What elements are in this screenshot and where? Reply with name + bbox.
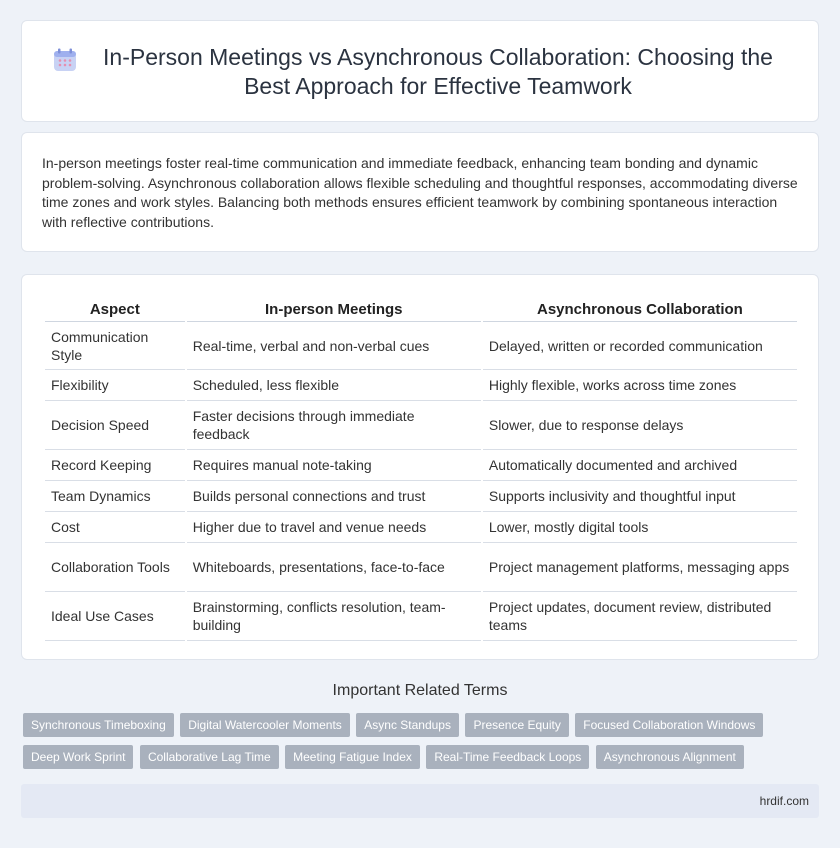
table-cell: Delayed, written or recorded communication xyxy=(483,322,797,370)
comparison-table xyxy=(43,295,799,641)
table-cell: Cost xyxy=(45,512,185,543)
related-term-tag[interactable]: Deep Work Sprint xyxy=(23,745,133,769)
title-card xyxy=(21,20,819,122)
table-cell: Record Keeping xyxy=(45,450,185,481)
header-aspect: Aspect xyxy=(45,295,185,322)
related-term-tag[interactable]: Asynchronous Alignment xyxy=(596,745,744,769)
table-cell: Team Dynamics xyxy=(45,481,185,512)
table-cell: Requires manual note-taking xyxy=(187,450,481,481)
footer-site-link[interactable]: hrdif.com xyxy=(759,794,809,808)
header-in-person: In-person Meetings xyxy=(187,295,481,322)
table-row xyxy=(45,512,797,543)
table-cell: Project management platforms, messaging apps xyxy=(483,543,797,592)
related-term-tag[interactable]: Synchronous Timeboxing xyxy=(23,713,174,737)
related-term-tag[interactable]: Presence Equity xyxy=(465,713,568,737)
table-cell: Ideal Use Cases xyxy=(45,592,185,641)
intro-card xyxy=(21,132,819,252)
table-row xyxy=(45,450,797,481)
table-cell: Supports inclusivity and thoughtful input xyxy=(483,481,797,512)
table-row xyxy=(45,401,797,450)
table-cell: Collaboration Tools xyxy=(45,543,185,592)
table-cell: Highly flexible, works across time zones xyxy=(483,370,797,401)
comparison-table-card xyxy=(21,274,819,660)
table-row xyxy=(45,592,797,641)
related-term-tag[interactable]: Meeting Fatigue Index xyxy=(285,745,420,769)
table-cell: Real-time, verbal and non-verbal cues xyxy=(187,322,481,370)
footer xyxy=(21,784,819,818)
table-cell: Whiteboards, presentations, face-to-face xyxy=(187,543,481,592)
related-terms-list xyxy=(23,713,823,777)
table-cell: Scheduled, less flexible xyxy=(187,370,481,401)
related-term-tag[interactable]: Digital Watercooler Moments xyxy=(180,713,350,737)
table-cell: Communication Style xyxy=(45,322,185,370)
related-terms-title: Important Related Terms xyxy=(332,682,508,699)
table-cell: Decision Speed xyxy=(45,401,185,450)
related-term-tag[interactable]: Focused Collaboration Windows xyxy=(575,713,763,737)
table-row xyxy=(45,370,797,401)
table-cell: Higher due to travel and venue needs xyxy=(187,512,481,543)
table-cell: Lower, mostly digital tools xyxy=(483,512,797,543)
related-term-tag[interactable]: Real-Time Feedback Loops xyxy=(426,745,589,769)
table-cell: Brainstorming, conflicts resolution, team-building xyxy=(187,592,481,641)
table-row xyxy=(45,322,797,370)
table-row xyxy=(45,543,797,592)
table-cell: Project updates, document review, distributed teams xyxy=(483,592,797,641)
table-cell: Flexibility xyxy=(45,370,185,401)
table-cell: Builds personal connections and trust xyxy=(187,481,481,512)
table-cell: Faster decisions through immediate feedback xyxy=(187,401,481,450)
table-cell: Slower, due to response delays xyxy=(483,401,797,450)
related-term-tag[interactable]: Async Standups xyxy=(356,713,459,737)
header-async: Asynchronous Collaboration xyxy=(483,295,797,322)
related-term-tag[interactable]: Collaborative Lag Time xyxy=(140,745,279,769)
page-title: In-Person Meetings vs Asynchronous Collaboration: Choosing the Best Approach for Effective Teamwork xyxy=(103,44,773,99)
table-row xyxy=(45,481,797,512)
table-cell: Automatically documented and archived xyxy=(483,450,797,481)
table-header-row xyxy=(45,295,797,322)
intro-paragraph: In-person meetings foster real-time communication and immediate feedback, enhancing team bonding and dynamic problem-solving. Asynchronous collaboration allows flexible scheduling and thoughtful responses, accommodating diverse time zones and work styles. Balancing both methods ensures efficient teamwork by combining spontaneous interaction with reflective contributions. xyxy=(42,155,798,230)
